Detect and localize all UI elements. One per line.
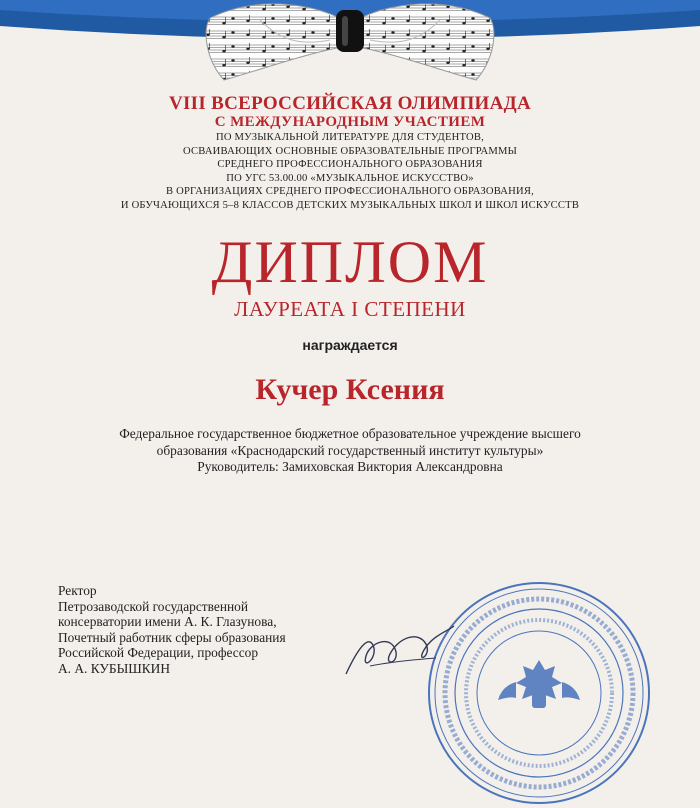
handwritten-signature-icon [340, 604, 460, 694]
institution-line: образования «Краснодарский государственный институт культуры» [156, 442, 544, 458]
diploma-degree: ЛАУРЕАТА I СТЕПЕНИ [234, 297, 466, 321]
signatory-line: Ректор [58, 583, 97, 598]
signatory-line: Почетный работник сферы образования [58, 629, 286, 645]
olympiad-desc-line: СРЕДНЕГО ПРОФЕССИОНАЛЬНОГО ОБРАЗОВАНИЯ [217, 159, 483, 171]
olympiad-desc-line: ПО МУЗЫКАЛЬНОЙ ЛИТЕРАТУРЕ ДЛЯ СТУДЕНТОВ, [215, 132, 484, 143]
olympiad-desc-line: В ОРГАНИЗАЦИЯХ СРЕДНЕГО ПРОФЕССИОНАЛЬНОГО ОБРАЗОВАНИЯ, [166, 186, 534, 198]
signatory-line: Петрозаводской государственной [58, 598, 249, 614]
olympiad-subtitle: С МЕЖДУНАРОДНЫМ УЧАСТИЕМ [214, 114, 486, 130]
olympiad-desc-line: И ОБУЧАЮЩИХСЯ 5–8 КЛАССОВ ДЕТСКИХ МУЗЫКАЛЬНЫХ ШКОЛ И ШКОЛ ИСКУССТВ [120, 199, 580, 211]
olympiad-desc-line: ОСВАИВАЮЩИХ ОСНОВНЫЕ ОБРАЗОВАТЕЛЬНЫЕ ПРОГРАММЫ [182, 145, 518, 157]
signatory-name: А. А. КУБЫШКИН [58, 660, 171, 676]
awarded-label: награждается [302, 337, 398, 353]
signatory-block [58, 583, 286, 677]
diploma-title: ДИПЛОМ [211, 229, 489, 295]
olympiad-desc-line: ПО УГС 53.00.00 «МУЗЫКАЛЬНОЕ ИСКУССТВО» [226, 172, 474, 184]
institution-line: Федеральное государственное бюджетное образовательное учреждение высшего [119, 426, 581, 441]
signatory-line: Российской Федерации, профессор [58, 645, 259, 661]
supervisor-line: Руководитель: Замиховская Виктория Александровна [197, 459, 503, 474]
recipient-name: Кучер Ксения [255, 373, 445, 406]
signatory-line: консерватории имени А. К. Глазунова, [58, 614, 277, 630]
olympiad-header [0, 94, 700, 213]
music-bow-tie-icon [200, 0, 500, 86]
institution-block [0, 426, 700, 476]
olympiad-title: VIII ВСЕРОССИЙСКАЯ ОЛИМПИАДА [168, 93, 532, 114]
